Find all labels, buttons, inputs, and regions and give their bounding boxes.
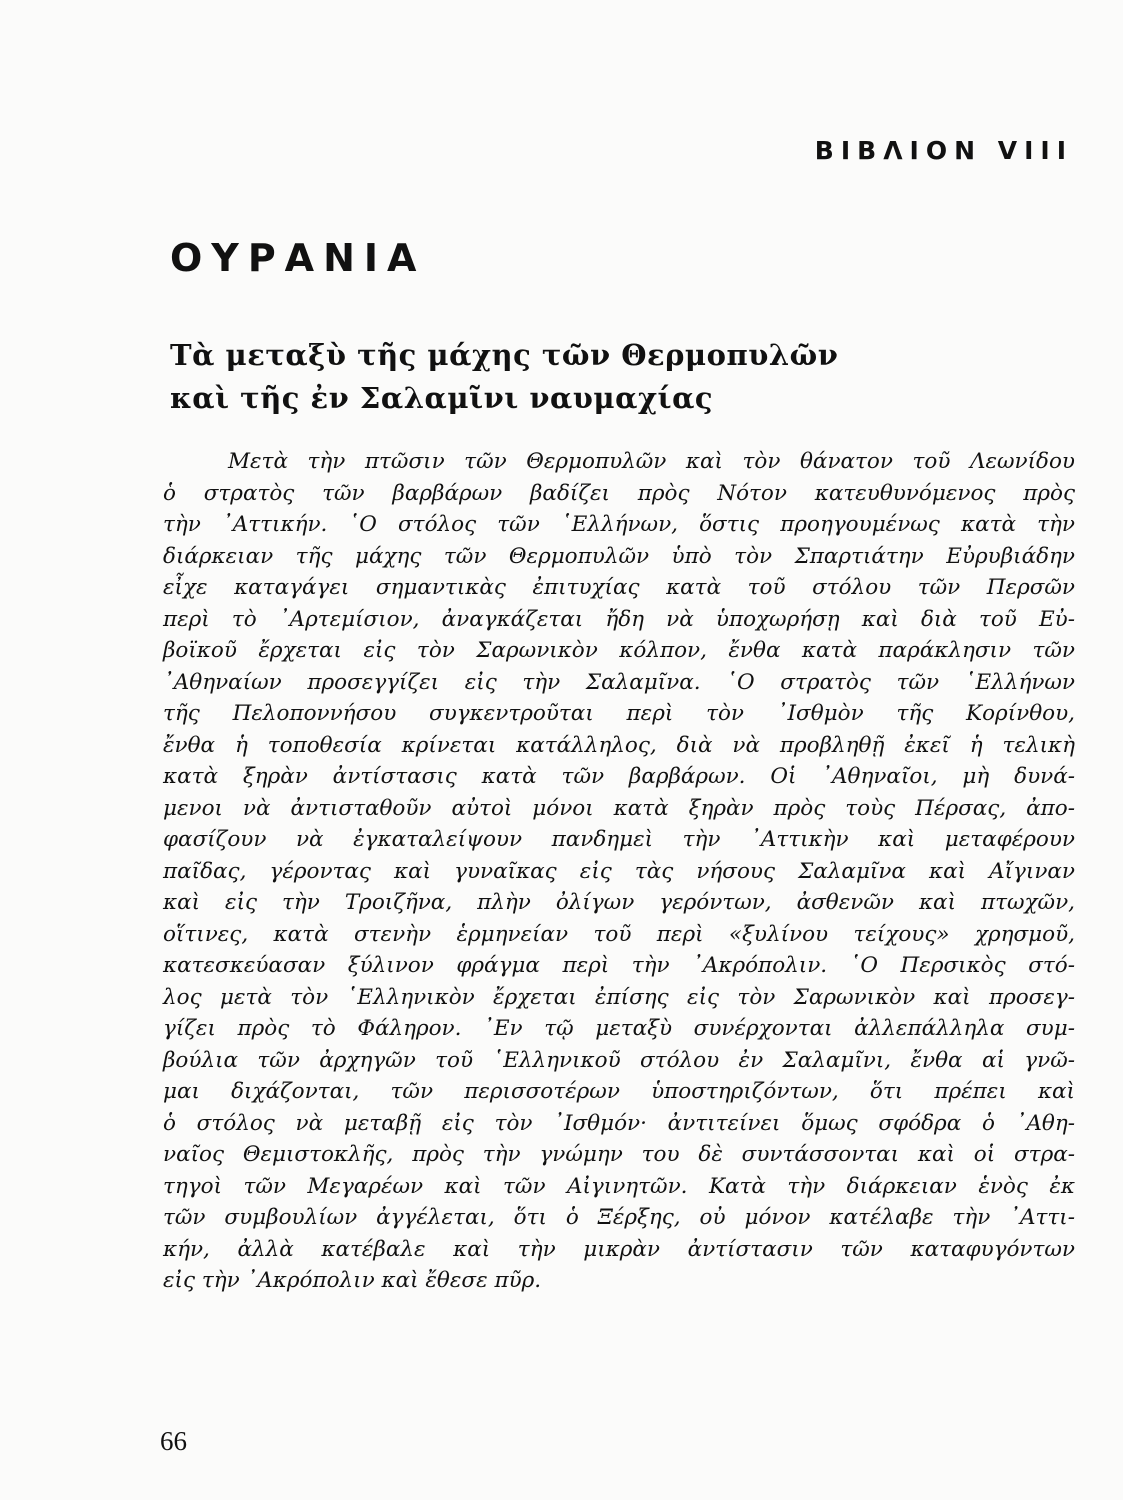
body-line: διάρκειαν τῆς μάχης τῶν Θερμοπυλῶν ὑπὸ τὸν Σπαρτιάτην Εὐρυβιάδην [163,543,1075,569]
body-line: εἶχε καταγάγει σημαντικὰς ἐπιτυχίας κατὰ τοῦ στόλου τῶν Περσῶν [163,575,1075,600]
body-line: κατεσκεύασαν ξύλινον φράγμα περὶ τὴν ᾿Ακρόπολιν. ῾Ο Περσικὸς στό- [163,953,1075,978]
body-line: βοϊκοῦ ἔρχεται εἰς τὸν Σαρωνικὸν κόλπον, ἔνθα κατὰ παράκλησιν τῶν [163,638,1075,663]
body-line: εἰς τὴν ᾿Ακρόπολιν καὶ ἔθεσε πῦρ. [163,1268,542,1293]
body-line: τῆς Πελοποννήσου συγκεντροῦται περὶ τὸν ᾿Ισθμὸν τῆς Κορίνθου, [163,701,1075,726]
body-line: ἔνθα ἡ τοποθεσία κρίνεται κατάλληλος, διὰ νὰ προβληθῇ ἐκεῖ ἡ τελικὴ [163,732,1075,758]
body-line: τῶν συμβουλίων ἀγγέλεται, ὅτι ὁ Ξέρξης, οὐ μόνον κατέλαβε τὴν ᾿Αττι- [163,1205,1075,1230]
body-line: ὁ στρατὸς τῶν βαρβάρων βαδίζει πρὸς Νότον κατευθυνόμενος πρὸς [163,480,1075,506]
body-line: οἵτινες, κατὰ στενὴν ἑρμηνείαν τοῦ περὶ «ξυλίνου τείχους» χρησμοῦ, [163,921,1075,947]
body-line: βούλια τῶν ἀρχηγῶν τοῦ ῾Ελληνικοῦ στόλου ἐν Σαλαμῖνι, ἔνθα αἱ γνῶ- [163,1047,1075,1073]
body-line: παῖδας, γέροντας καὶ γυναῖκας εἰς τὰς νήσους Σαλαμῖνα καὶ Αἴγιναν [163,858,1075,884]
body-line: γίζει πρὸς τὸ Φάληρον. ᾿Εν τῷ μεταξὺ συνέρχονται ἀλλεπάλληλα συμ- [163,1016,1075,1041]
section-subtitle [170,334,838,420]
subtitle-line: Τὰ μεταξὺ τῆς μάχης τῶν Θερμοπυλῶν [170,338,839,372]
body-line: κήν, ἀλλὰ κατέβαλε καὶ τὴν μικρὰν ἀντίστασιν τῶν καταφυγόντων [163,1236,1075,1262]
body-line: Μετὰ τὴν πτῶσιν τῶν Θερμοπυλῶν καὶ τὸν θάνατον τοῦ Λεωνίδου [228,449,1075,474]
body-line: φασίζουν νὰ ἐγκαταλείψουν πανδημεὶ τὴν ᾿Αττικὴν καὶ μεταφέρουν [163,827,1075,852]
body-line: τηγοὶ τῶν Μεγαρέων καὶ τῶν Αἰγινητῶν. Κατὰ τὴν διάρκειαν ἑνὸς ἐκ [163,1173,1075,1199]
body-line: λος μετὰ τὸν ῾Ελληνικὸν ἔρχεται ἐπίσης εἰς τὸν Σαρωνικὸν καὶ προσεγ- [163,984,1075,1010]
body-line: ναῖος Θεμιστοκλῆς, πρὸς τὴν γνώμην του δὲ συντάσσονται καὶ οἱ στρα- [163,1142,1075,1167]
chapter-title: ΟΥΡΑΝΙΑ [170,236,426,280]
book-label: ΒΙΒΛΙΟΝ VIII [814,136,1073,165]
body-line: καὶ εἰς τὴν Τροιζῆνα, πλὴν ὀλίγων γερόντων, ἀσθενῶν καὶ πτωχῶν, [163,890,1075,915]
body-line: περὶ τὸ ᾿Αρτεμίσιον, ἀναγκάζεται ἤδη νὰ ὑποχωρήσῃ καὶ διὰ τοῦ Εὐ- [163,606,1075,632]
body-line: μαι διχάζονται, τῶν περισσοτέρων ὑποστηριζόντων, ὅτι πρέπει καὶ [163,1079,1075,1104]
subtitle-line: καὶ τῆς ἐν Σαλαμῖνι ναυμαχίας [170,381,714,415]
body-paragraph [163,446,1075,1297]
body-line: μενοι νὰ ἀντισταθοῦν αὐτοὶ μόνοι κατὰ ξηρὰν πρὸς τοὺς Πέρσας, ἀπο- [163,795,1075,821]
page-number: 66 [160,1426,187,1456]
body-line: κατὰ ξηρὰν ἀντίστασις κατὰ τῶν βαρβάρων. Οἱ ᾿Αθηναῖοι, μὴ δυνά- [163,764,1075,789]
body-line: ὁ στόλος νὰ μεταβῇ εἰς τὸν ᾿Ισθμόν· ἀντιτείνει ὅμως σφόδρα ὁ ᾿Αθη- [163,1110,1075,1136]
body-line: ᾿Αθηναίων προσεγγίζει εἰς τὴν Σαλαμῖνα. ῾Ο στρατὸς τῶν ῾Ελλήνων [163,669,1075,695]
body-line: τὴν ᾿Αττικήν. ῾Ο στόλος τῶν ῾Ελλήνων, ὅστις προηγουμένως κατὰ τὴν [163,512,1075,537]
